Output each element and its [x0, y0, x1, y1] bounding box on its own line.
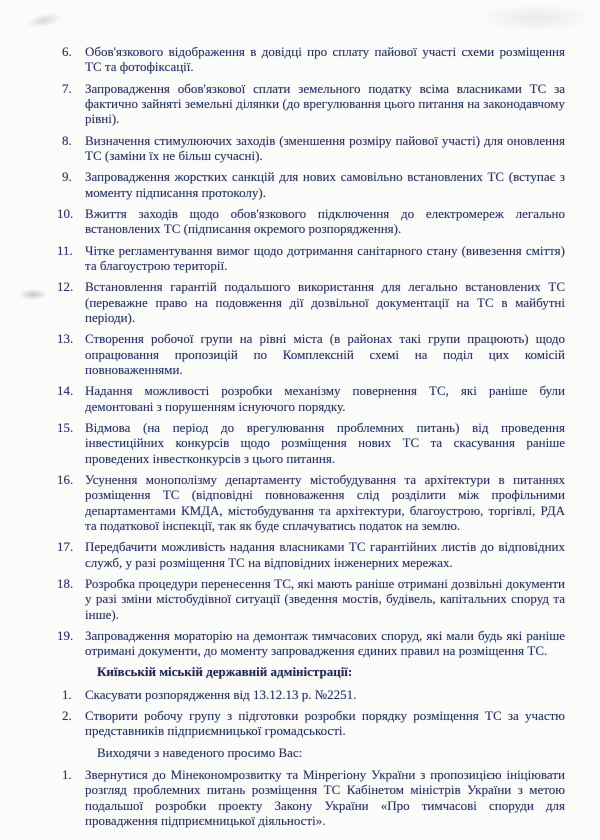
item-text: Усунення монополізму департаменту містобудування та архітектури в питаннях розміщення ТС (відповідні повноваження слід розділити між профільними департаментами КМДА, містобудування та архітектури, благоустрою, торгівлі, РДА та податкової інспекції, так як буде сплачуватись податок на землю.: [85, 471, 565, 533]
item-number: 10.: [57, 205, 74, 221]
item-text: Запровадження обов'язкової сплати земельного податку всіма власниками ТС за фактично зайняті земельні ділянки (до врегулювання цього питання на законодавчому рівні).: [85, 80, 565, 127]
item-text: Скасувати розпорядження від 13.12.13 р. №2251.: [85, 686, 357, 702]
item-text: Створення робочої групи на рівні міста (в районах такі групи працюють) щодо опрацювання пропозицій по Комплексній схемі на поділ цих комісій повноваженнями.: [85, 331, 565, 377]
item-text: Чітке регламентування вимог щодо дотримання санітарного стану (вивезення сміття) та благоустрою території.: [85, 242, 565, 273]
item-number: 1.: [62, 767, 72, 783]
item-text: Розробка процедури перенесення ТС, які мають раніше отримані дозвільні документи у разі зміни містобудівної ситуації (зведення мостів, будівель, капітальних споруд та інше).: [85, 575, 565, 622]
list-item-6: [57, 44, 565, 75]
list-item-13: [57, 331, 565, 377]
item-number: 16.: [57, 471, 74, 487]
item-text: Визначення стимулюючих заходів (зменшення розміру пайової участі) для оновлення ТС (заміни їх не більш сучасні).: [85, 132, 565, 163]
section-heading-kmda: Київській міській державній адміністрації:: [97, 664, 353, 680]
item-text: Створити робочу групу з підготовки розробки порядку розміщення ТС за участю представників підприємницької громадськості.: [85, 708, 565, 739]
item-number: 11.: [57, 242, 73, 258]
list-item-8: [57, 133, 565, 164]
item-number: 18.: [57, 575, 74, 591]
item-text: Запровадження жорстких санкцій для нових самовільно встановлених ТС (вступає з моменту підписання протоколу).: [85, 169, 565, 200]
item-number: 15.: [57, 419, 74, 435]
item-text: Звернутися до Мінекономрозвитку та Мінрегіону України з пропозицією ініціювати розгляд проблемних питань розміщення ТС Кабінетом міністрів України з метою подальшої розробки проекту Закону України «Про тимчасові споруди для провадження підприємницької діяльності».: [85, 767, 565, 829]
item-text: Обов'язкового відображення в довідці про сплату пайової участі схеми розміщення ТС та фотофіксації.: [85, 44, 565, 75]
list-item-14: [57, 383, 565, 414]
item-number: 2.: [62, 708, 72, 724]
item-number: 9.: [62, 169, 72, 185]
item-number: 12.: [57, 279, 74, 295]
item-text: Вжиття заходів щодо обов'язкового підключення до електромереж легально встановлених ТС (підписання окремого розпорядження).: [85, 205, 565, 237]
item-number: 6.: [62, 44, 72, 59]
list-item-19: [57, 628, 565, 659]
item-number: 8.: [62, 132, 72, 148]
item-text: Передбачити можливість надання власниками ТС гарантійних листів до відповідних служб, у разі розміщення ТС на відповідних інженерних мережах.: [85, 539, 565, 570]
item-number: 17.: [57, 539, 74, 555]
closing-intro: Виходячи з наведеного просимо Вас:: [97, 744, 303, 760]
closing-item-1: [57, 767, 565, 828]
kmda-item-2: [57, 708, 565, 739]
item-number: 1.: [62, 686, 72, 702]
list-item-7: [57, 81, 565, 127]
list-item-12: [57, 279, 565, 325]
item-number: 7.: [62, 80, 72, 96]
item-number: 19.: [57, 627, 74, 643]
kmda-item-1: [57, 687, 565, 702]
list-item-15: [57, 420, 565, 466]
item-text: Відмова (на період до врегулювання проблемних питань) від проведення інвестиційних конкурсів щодо розміщення нових ТС та скасування раніше проведених інвестконкурсів з цього питання.: [85, 419, 565, 466]
list-item-11: [57, 243, 565, 274]
list-item-10: [57, 206, 565, 237]
item-text: Запровадження мораторію на демонтаж тимчасових споруд, які мали будь які раніше отримані документи, до моменту запровадження єдиних правил на розміщення ТС.: [85, 627, 565, 659]
list-item-17: [57, 539, 565, 570]
item-text: Надання можливості розробки механізму повернення ТС, які раніше були демонтовані з порушенням існуючого порядку.: [85, 383, 565, 414]
list-item-9: [57, 169, 565, 200]
list-item-16: [57, 472, 565, 533]
item-number: 14.: [57, 383, 74, 399]
list-item-18: [57, 576, 565, 622]
item-number: 13.: [57, 331, 74, 347]
item-text: Встановлення гарантій подальшого використання для легально встановлених ТС (переважне право на подовження дії дозвільної документації на ТС в майбутні періоди).: [85, 279, 565, 325]
